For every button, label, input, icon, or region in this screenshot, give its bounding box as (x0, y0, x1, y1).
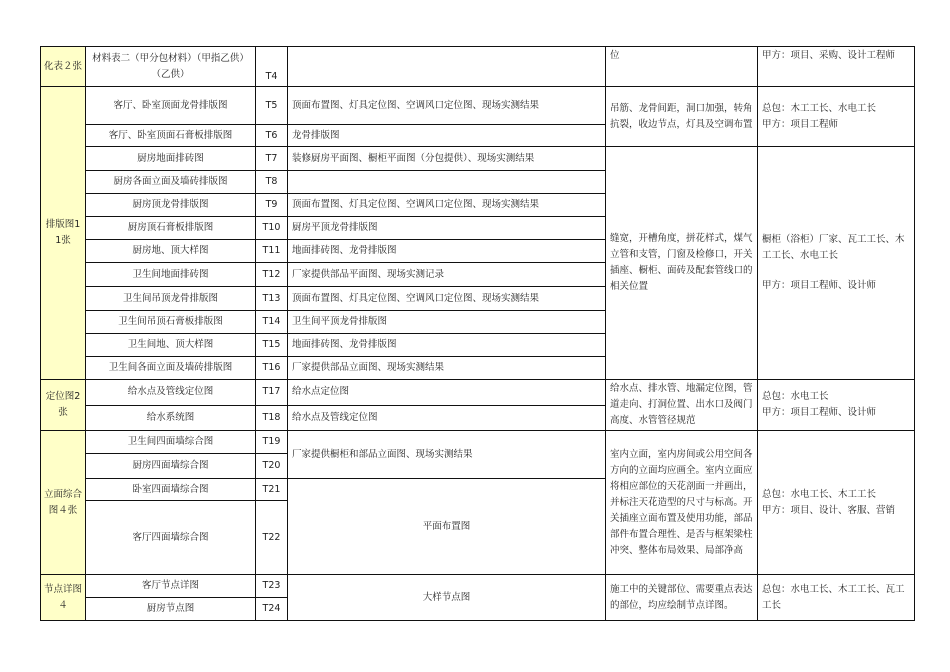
drawing-name-cell: 厨房地、顶大样图 (86, 240, 256, 263)
content-cell: 地面排砖图、龙骨排版图 (288, 240, 606, 263)
drawing-code-cell: T11 (256, 240, 288, 263)
drawing-name-cell: 卫生间地面排砖图 (86, 263, 256, 287)
drawing-name-cell: 材料表二（甲分包材料）（甲指乙供）（乙供） (86, 47, 256, 87)
drawing-code-cell: T18 (256, 405, 288, 431)
drawing-code-cell: T16 (256, 357, 288, 380)
drawing-code-cell: T10 (256, 217, 288, 240)
drawing-name-cell: 卫生间四面墙综合图 (86, 431, 256, 454)
drawing-name-cell: 卧室四面墙综合图 (86, 479, 256, 501)
content-cell: 厂家提供部品立面图、现场实测结果 (288, 357, 606, 380)
drawing-name-cell: 厨房四面墙综合图 (86, 454, 256, 479)
drawing-code-cell: T4 (256, 47, 288, 87)
drawing-code-cell: T20 (256, 454, 288, 479)
drawing-code-cell: T8 (256, 171, 288, 194)
drawing-schedule-table (40, 46, 915, 621)
category-cell: 节点详图４ (41, 575, 86, 621)
drawing-code-cell: T22 (256, 501, 288, 575)
drawing-name-cell: 厨房各面立面及墙砖排版图 (86, 171, 256, 194)
drawing-name-cell: 给水系统图 (86, 405, 256, 431)
drawing-code-cell: T13 (256, 287, 288, 311)
drawing-name-cell: 卫生间吊顶石膏板排版图 (86, 311, 256, 334)
responsible-cell: 总包：水电工长、木工工长、瓦工工长 (758, 575, 915, 621)
table-row (41, 380, 915, 406)
content-cell: 大样节点图 (288, 575, 606, 621)
content-cell: 厂家提供橱柜和部品立面图、现场实测结果 (288, 431, 606, 479)
drawing-name-cell: 厨房地面排砖图 (86, 147, 256, 171)
table-row (41, 431, 915, 454)
drawing-code-cell: T15 (256, 334, 288, 357)
content-cell: 给水点定位图 (288, 380, 606, 406)
table-row (41, 575, 915, 598)
drawing-name-cell: 卫生间吊顶龙骨排版图 (86, 287, 256, 311)
responsible-cell (758, 147, 915, 380)
content-cell: 顶面布置图、灯具定位图、空调风口定位图、现场实测结果 (288, 87, 606, 125)
responsible-text: 橱柜（浴柜）厂家、瓦工工长、木工工长、水电工长 (762, 234, 905, 261)
category-cell: 定位图2张 (41, 380, 86, 431)
responsible-cell: 甲方：项目、采购、设计工程师 (758, 47, 915, 87)
drawing-code-cell: T17 (256, 380, 288, 406)
requirement-cell: 施工中的关键部位、需要重点表达的部位，均应绘制节点详图。 (606, 575, 758, 621)
content-cell: 厂家提供部品平面图、现场实测记录 (288, 263, 606, 287)
category-cell: 立面综合图４张 (41, 431, 86, 575)
responsible-cell: 总包：水电工长 甲方：项目工程师、设计师 (758, 380, 915, 431)
drawing-code-cell: T24 (256, 598, 288, 621)
table-row (41, 87, 915, 125)
table-row (41, 47, 915, 87)
content-cell (288, 171, 606, 194)
drawing-name-cell: 客厅、卧室顶面石膏板排版图 (86, 125, 256, 147)
content-cell (288, 47, 606, 87)
drawing-code-cell: T12 (256, 263, 288, 287)
drawing-name-cell: 给水点及管线定位图 (86, 380, 256, 406)
requirement-cell: 室内立面，室内房间或公用空间各方向的立面均应画全。室内立面应将相应部位的天花剖面一并画出，并标注天花造型的尺寸与标高。开关插座立面布置及使用功能，部品部件布置合理性、是否与框架梁柱冲突、整体布局效果、局部净高 (606, 431, 758, 575)
drawing-name-cell: 卫生间各面立面及墙砖排版图 (86, 357, 256, 380)
content-cell: 卫生间平顶龙骨排版图 (288, 311, 606, 334)
responsible-cell: 总包：水电工长、木工工长 甲方：项目、设计、客服、营销 (758, 431, 915, 575)
drawing-code-cell: T23 (256, 575, 288, 598)
content-cell: 厨房平顶龙骨排版图 (288, 217, 606, 240)
responsible-cell: 总包：木工工长、水电工长 甲方：项目工程师 (758, 87, 915, 147)
drawing-code-cell: T14 (256, 311, 288, 334)
requirement-cell: 位 (606, 47, 758, 87)
content-cell: 平面布置图 (288, 479, 606, 575)
table-row (41, 147, 915, 171)
drawing-code-cell: T7 (256, 147, 288, 171)
drawing-code-cell: T21 (256, 479, 288, 501)
drawing-code-cell: T6 (256, 125, 288, 147)
drawing-code-cell: T9 (256, 194, 288, 217)
content-cell: 顶面布置图、灯具定位图、空调风口定位图、现场实测结果 (288, 194, 606, 217)
content-cell: 顶面布置图、灯具定位图、空调风口定位图、现场实测结果 (288, 287, 606, 311)
requirement-cell: 给水点、排水管、地漏定位图，管道走向、打洞位置、出水口及阀门高度、水管管径规范 (606, 380, 758, 431)
content-cell: 地面排砖图、龙骨排版图 (288, 334, 606, 357)
content-cell: 龙骨排版图 (288, 125, 606, 147)
drawing-name-cell: 厨房节点图 (86, 598, 256, 621)
drawing-code-cell: T19 (256, 431, 288, 454)
drawing-name-cell: 厨房顶石膏板排版图 (86, 217, 256, 240)
drawing-name-cell: 客厅、卧室顶面龙骨排版图 (86, 87, 256, 125)
requirement-cell: 缝宽，开槽角度，拼花样式，煤气立管和支管，门窗及检修口，开关插座、橱柜、面砖及配套管线口的相关位置 (606, 147, 758, 380)
content-cell: 给水点及管线定位图 (288, 405, 606, 431)
drawing-name-cell: 客厅四面墙综合图 (86, 501, 256, 575)
drawing-code-cell: T5 (256, 87, 288, 125)
content-cell: 装修厨房平面图、橱柜平面图（分包提供）、现场实测结果 (288, 147, 606, 171)
drawing-name-cell: 卫生间地、顶大样图 (86, 334, 256, 357)
drawing-name-cell: 厨房顶龙骨排版图 (86, 194, 256, 217)
category-cell: 化表２张 (41, 47, 86, 87)
drawing-name-cell: 客厅节点详图 (86, 575, 256, 598)
requirement-cell: 吊筋、龙骨间距，洞口加强，转角抗裂，收边节点，灯具及空调布置 (606, 87, 758, 147)
category-cell: 排版图11张 (41, 87, 86, 380)
responsible-text: 甲方：项目工程师、设计师 (762, 280, 877, 291)
